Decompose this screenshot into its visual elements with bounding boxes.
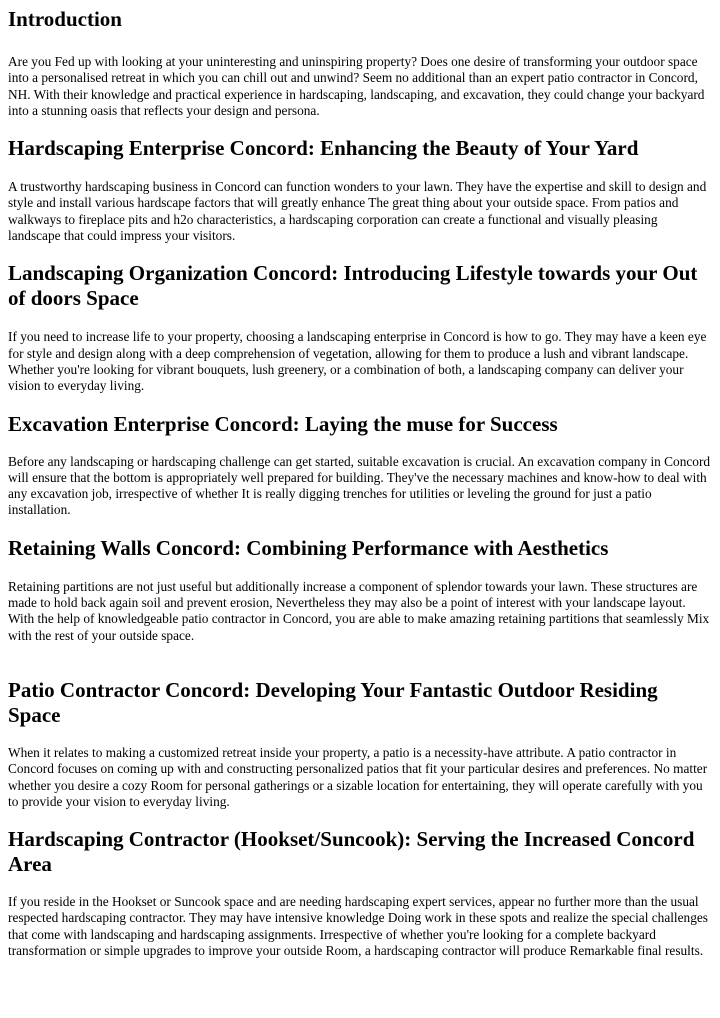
section-paragraph: When it relates to making a customized retreat inside your property, a patio is a necessity-have attribute. A patio contractor in Concord focuses on coming up with and constructing personalized patios that fit your particular desires and preferences. No matter whether you desire a cozy Room for personal gatherings or a sizable location for entertaining, they will operate carefully with you to provide your vision to everyday living. — [8, 744, 708, 809]
section-paragraph: If you reside in the Hookset or Suncook space and are needing hardscaping expert services, appear no further more than the usual respected hardscaping contractor. They may have intensive knowledge Doing work in these spots and realize the special challenges that come with landscaping and hardscaping assignments. Irrespective of whether you're looking for a complete backyard transformation or simple upgrades to improve your outside Room, a hardscaping contractor will produce Remarkable final results. — [8, 894, 708, 959]
section-landscaping-organization — [8, 261, 712, 394]
section-heading: Introduction — [8, 7, 122, 31]
section-excavation-enterprise — [8, 412, 712, 519]
section-paragraph: If you need to increase life to your property, choosing a landscaping enterprise in Concord is how to go. They may have a keen eye for style and design along with a deep comprehension of vegetation, allowing for them to produce a lush and vibrant landscape. Whether you're looking for vibrant bouquets, lush greenery, or a combination of both, a landscaping company can deliver your vision to everyday living. — [8, 329, 707, 394]
section-hardscaping-enterprise — [8, 136, 712, 244]
section-paragraph: A trustworthy hardscaping business in Concord can function wonders to your lawn. They have the expertise and skill to design and style and install various hardscape factors that will greatly enhance The great thing about your outside space. From patios and walkways to fireplace pits and h2o characteristics, a hardscaping corporation can create a functional and visually pleasing landscape that could impress your visitors. — [8, 179, 707, 244]
section-hardscaping-contractor — [8, 827, 712, 959]
section-paragraph: Retaining partitions are not just useful but additionally increase a component of splendor towards your lawn. These structures are made to hold back again soil and prevent erosion, Nevertheless they may also be a point of interest with your landscape layout. With the help of knowledgeable patio contractor in Concord, you are able to make amazing retaining partitions that seamlessly Mix with the rest of your outside space. — [8, 578, 710, 643]
section-heading: Excavation Enterprise Concord: Laying the muse for Success — [8, 411, 558, 436]
section-introduction — [8, 0, 712, 119]
section-patio-contractor — [8, 678, 712, 810]
section-heading: Hardscaping Enterprise Concord: Enhancing the Beauty of Your Yard — [8, 136, 639, 161]
section-heading: Retaining Walls Concord: Combining Performance with Aesthetics — [8, 535, 609, 560]
section-heading: Landscaping Organization Concord: Introducing Lifestyle towards your Out of doors Space — [8, 261, 698, 311]
section-heading: Patio Contractor Concord: Developing Your Fantastic Outdoor Residing Space — [8, 677, 658, 727]
section-paragraph: Are you Fed up with looking at your uninteresting and uninspiring property? Does one desire of transforming your outdoor space into a personalised retreat in which you can chill out and unwind? Seem no additional than an expert patio contractor in Concord, NH. With their knowledge and practical experience in hardscaping, landscaping, and excavation, they could change your backyard into a stunning oasis that reflects your design and persona. — [8, 54, 705, 118]
section-heading: Hardscaping Contractor (Hookset/Suncook): Serving the Increased Concord Area — [8, 827, 695, 877]
section-retaining-walls — [8, 536, 712, 644]
section-paragraph: Before any landscaping or hardscaping challenge can get started, suitable excavation is crucial. An excavation company in Concord will ensure that the bottom is appropriately well prepared for building. They've the necessary machines and know-how to deal with any excavation job, irrespective of whether It is really digging trenches for utilities or leveling the ground for just a patio installation. — [8, 453, 711, 518]
